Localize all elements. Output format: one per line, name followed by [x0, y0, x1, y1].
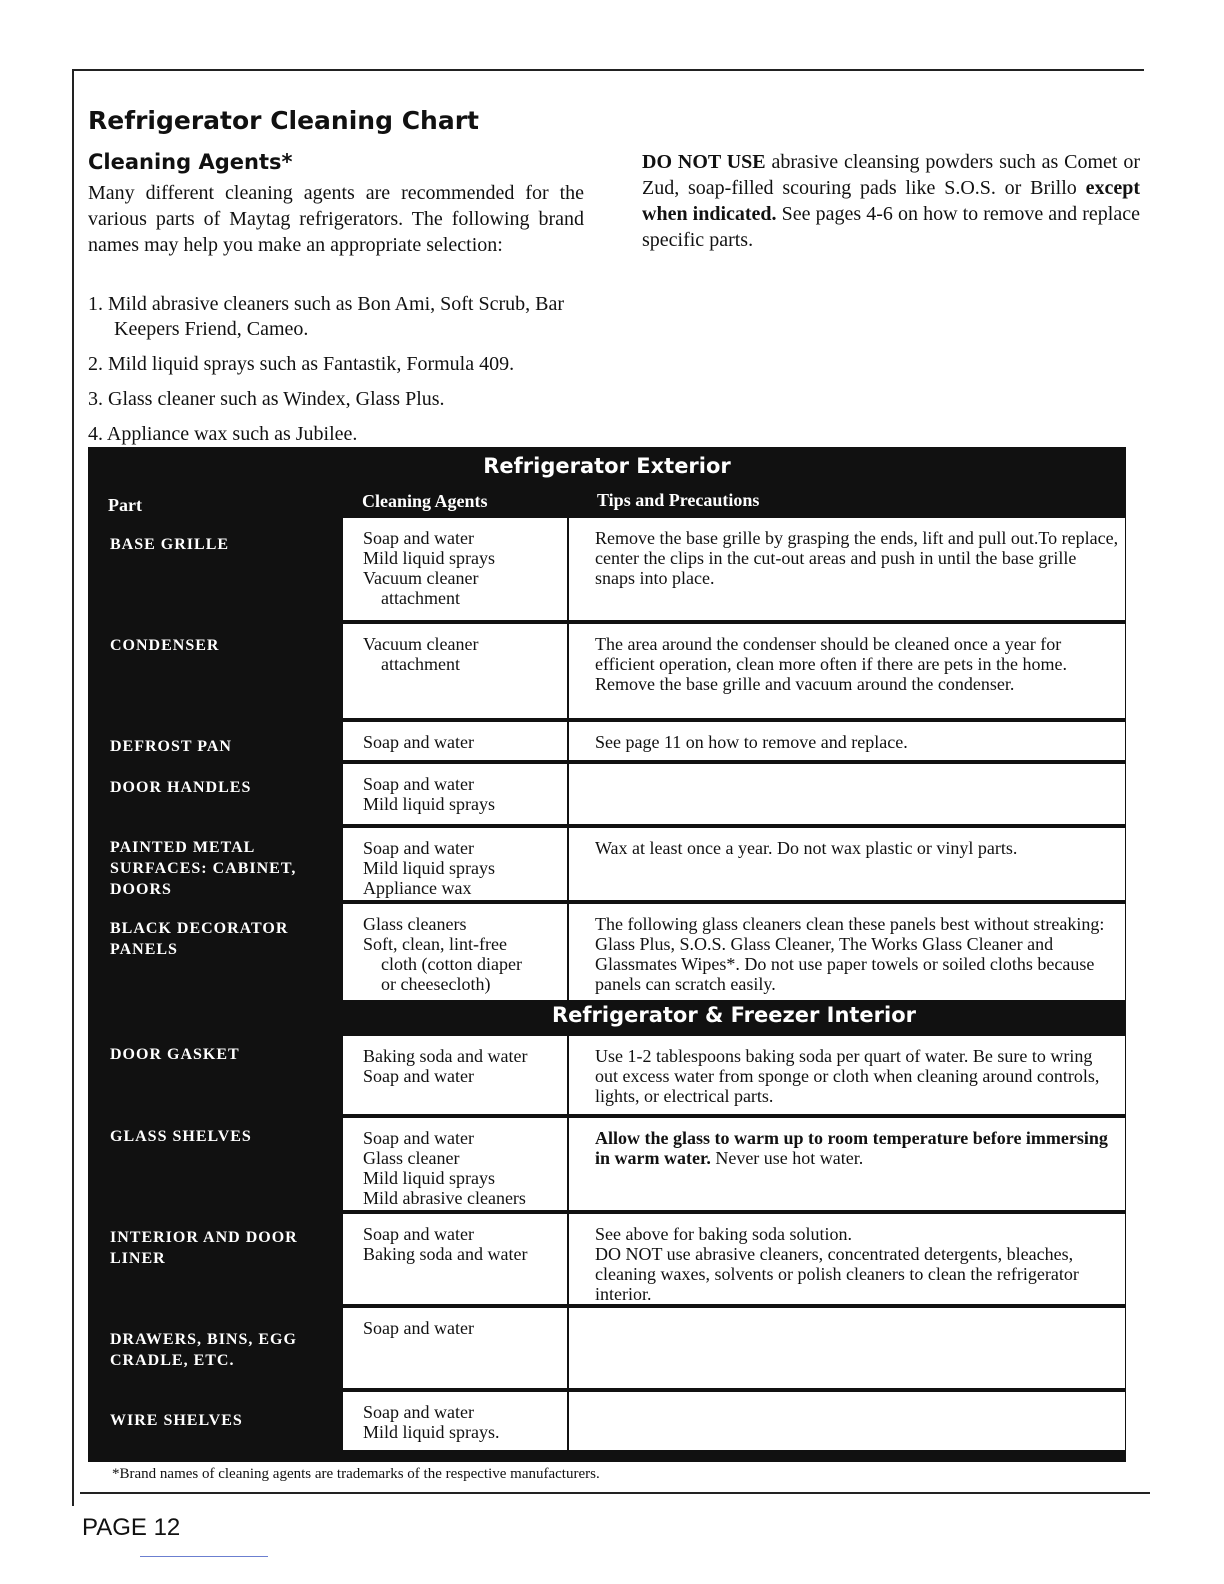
agents-cell — [343, 1036, 569, 1114]
part-label: WIRE SHELVES — [110, 1412, 243, 1429]
agent-item: Mild liquid sprays — [363, 794, 496, 814]
page-number: PAGE 12 — [82, 1514, 181, 1541]
bottom-rule — [80, 1492, 1150, 1494]
part-label: BLACK DECORATOR PANELS — [110, 920, 289, 958]
list-item: 4. Appliance wax such as Jubilee. — [88, 423, 358, 445]
tips-cell: Wax at least once a year. Do not wax plastic or vinyl parts. — [595, 838, 1018, 858]
table-row — [343, 1118, 1125, 1210]
warning-text: abrasive cleansing powders such as Comet or Zud, soap-filled scouring pads like S.O.S. or Brillo — [642, 151, 1140, 199]
table-row — [343, 1036, 1125, 1114]
part-label: INTERIOR AND DOOR LINER — [110, 1229, 298, 1267]
table-row — [343, 1392, 1125, 1450]
list-item: 3. Glass cleaner such as Windex, Glass Plus. — [88, 388, 445, 410]
warning-paragraph — [642, 149, 1140, 253]
table-row — [343, 1214, 1125, 1304]
part-label: DOOR GASKET — [110, 1046, 240, 1063]
column-header-tips: Tips and Precautions — [597, 490, 760, 510]
agents-cell — [343, 764, 569, 824]
tips-cell: The area around the condenser should be cleaned once a year for efficient operation, clean more often if there are pets in the home. Remove the base grille and vacuum around the condenser. — [595, 634, 1067, 694]
table-row — [343, 764, 1125, 824]
tips-text: Never use hot water. — [710, 1148, 864, 1168]
agent-item: Appliance wax — [363, 878, 472, 898]
agents-cell — [343, 904, 569, 1000]
table-row — [343, 1308, 1125, 1388]
part-label: DOOR HANDLES — [110, 779, 252, 796]
tips-cell: Remove the base grille by grasping the ends, lift and pull out.To replace, center the clips in the cut-out areas and push in until the base grille snaps into place. — [595, 528, 1119, 588]
agent-item: Baking soda and water — [363, 1046, 528, 1066]
agent-item: Mild abrasive cleaners — [363, 1188, 526, 1208]
part-label: CONDENSER — [110, 637, 220, 654]
agents-cell — [343, 518, 569, 620]
page-number-underline — [140, 1556, 268, 1557]
part-label: DEFROST PAN — [110, 738, 232, 755]
column-header-part: Part — [108, 495, 142, 515]
agent-item: Glass cleaners — [363, 914, 467, 934]
top-rule — [72, 69, 1144, 71]
agent-item: Soap and water — [363, 1224, 474, 1244]
list-item: 2. Mild liquid sprays such as Fantastik, Formula 409. — [88, 353, 515, 375]
tips-cell: Use 1-2 tablespoons baking soda per quart of water. Be sure to wring out excess water from sponge or cloth when cleaning around controls, lights, or electrical parts. — [595, 1046, 1100, 1106]
cleaning-agents-list — [88, 292, 588, 457]
table-row — [343, 624, 1125, 718]
table-row — [343, 518, 1125, 620]
part-label: BASE GRILLE — [110, 536, 230, 553]
table-row — [343, 722, 1125, 760]
agents-cell — [343, 828, 569, 900]
agent-item: Baking soda and water — [363, 1244, 528, 1264]
agent-item: Vacuum cleaner — [363, 634, 479, 654]
footnote: *Brand names of cleaning agents are trademarks of the respective manufacturers. — [112, 1466, 600, 1482]
warning-emphasis: except when indicated. — [642, 177, 1140, 225]
tips-cell — [569, 1392, 1125, 1450]
tips-emphasis: Allow the glass to warm up to room temperature before immersing in warm water. — [595, 1128, 1108, 1168]
agents-cell — [343, 1214, 569, 1304]
agent-item: Soap and water — [363, 1402, 474, 1422]
tips-cell — [569, 764, 1125, 824]
agent-item: attachment — [381, 654, 460, 674]
agent-item: attachment — [381, 588, 460, 608]
tips-cell — [569, 1308, 1125, 1388]
table-row — [343, 904, 1125, 1000]
warning-text: See pages 4-6 on how to remove and replace specific parts. — [642, 203, 1140, 251]
agent-item: Soap and water — [363, 1066, 474, 1086]
section-subtitle: Cleaning Agents* — [88, 150, 293, 174]
agent-item: Soap and water — [363, 838, 474, 858]
agents-cell — [343, 1308, 569, 1388]
agent-item: Mild liquid sprays — [363, 858, 496, 878]
page-title: Refrigerator Cleaning Chart — [88, 106, 479, 135]
column-header-agents: Cleaning Agents — [362, 491, 488, 511]
part-label: PAINTED METAL SURFACES: CABINET, DOORS — [110, 839, 297, 898]
agent-item: Soap and water — [363, 732, 474, 752]
agent-item: Vacuum cleaner — [363, 568, 479, 588]
tips-cell — [569, 1118, 1125, 1210]
agent-item: Soap and water — [363, 528, 474, 548]
agents-cell — [343, 1392, 569, 1450]
interior-section-title: Refrigerator & Freezer Interior — [551, 1003, 917, 1027]
tips-cell — [569, 1214, 1125, 1304]
tips-cell: The following glass cleaners clean these panels best without streaking: Glass Plus, S.O.S. Glass Cleaner, The Works Glass Cleaner and Glassmates Wipes*. Do not use paper towels or soiled cloths because panels can scratch easily. — [595, 914, 1105, 994]
tips-cell: See page 11 on how to remove and replace. — [595, 732, 908, 752]
agents-cell — [343, 624, 569, 718]
agents-cell — [343, 722, 569, 760]
part-label: GLASS SHELVES — [110, 1128, 252, 1145]
tips-text: See above for baking soda solution. — [595, 1224, 852, 1244]
tips-text: DO NOT use abrasive cleaners, concentrated detergents, bleaches, cleaning waxes, solvents or polish cleaners to clean the refrigerator interior. — [595, 1244, 1079, 1304]
agent-item: Mild liquid sprays. — [363, 1422, 500, 1442]
warning-lead: DO NOT USE — [642, 151, 766, 173]
agent-item: Mild liquid sprays — [363, 1168, 496, 1188]
agent-item: cloth (cotton diaper — [381, 954, 522, 974]
exterior-section-title: Refrigerator Exterior — [483, 454, 731, 478]
agent-item: or cheesecloth) — [381, 974, 491, 994]
agent-item: Soap and water — [363, 1128, 474, 1148]
agents-cell — [343, 1118, 569, 1210]
agent-item: Glass cleaner — [363, 1148, 460, 1168]
intro-paragraph: Many different cleaning agents are recommended for the various parts of Maytag refrigerators. The following brand names may help you make an appropriate selection: — [88, 182, 584, 256]
agent-item: Soap and water — [363, 1318, 474, 1338]
agent-item: Soap and water — [363, 774, 474, 794]
agent-item: Soft, clean, lint-free — [363, 934, 507, 954]
left-rule — [72, 69, 74, 1506]
part-label: DRAWERS, BINS, EGG CRADLE, ETC. — [110, 1331, 297, 1369]
table-row — [343, 828, 1125, 900]
agent-item: Mild liquid sprays — [363, 548, 496, 568]
list-item: 1. Mild abrasive cleaners such as Bon Ami, Soft Scrub, Bar Keepers Friend, Cameo. — [88, 293, 565, 340]
